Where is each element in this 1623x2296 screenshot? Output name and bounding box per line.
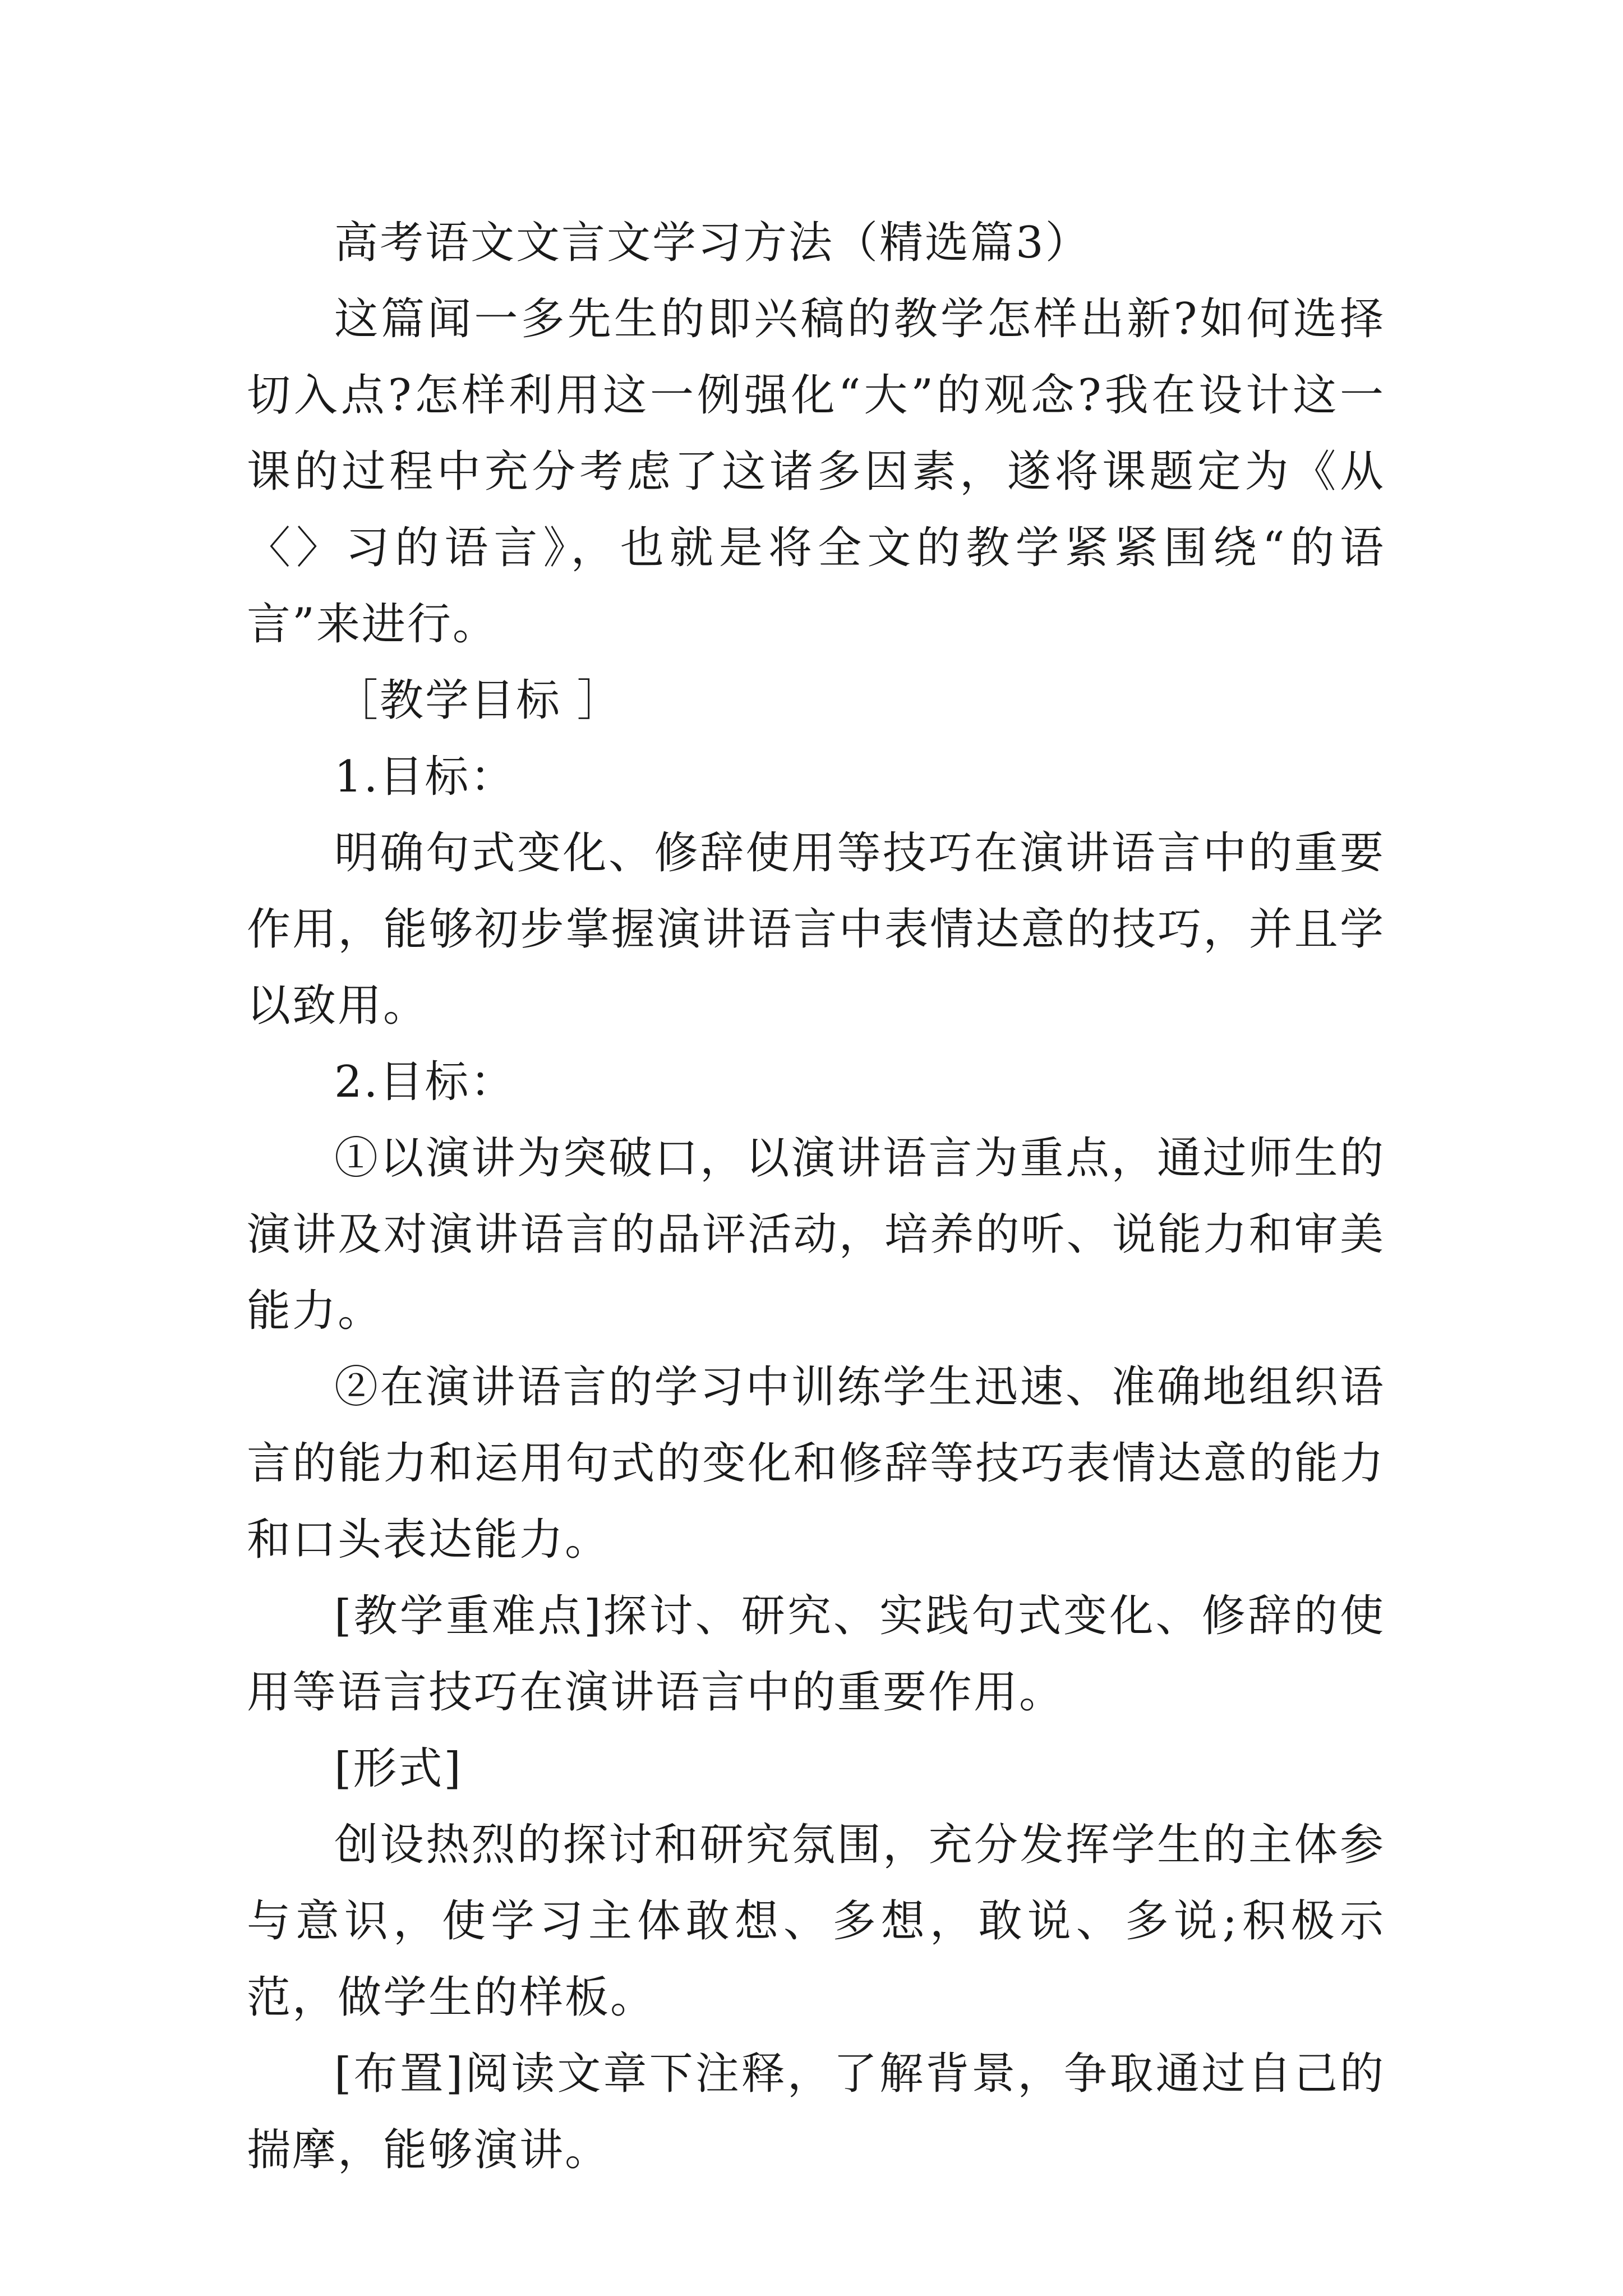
goal-2-item-1: ①以演讲为突破口，以演讲语言为重点，通过师生的演讲及对演讲语言的品评活动，培养的听、说能力和审美能力。 bbox=[247, 1133, 1385, 1336]
paragraph-key-difficulties: [教学重难点]探讨、研究、实践句式变化、修辞的使用等语言技巧在演讲语言中的重要作用。 bbox=[247, 1591, 1385, 1718]
paragraph-assignment: [布置]阅读文章下注释，了解背景，争取通过自己的揣摩，能够演讲。 bbox=[247, 2049, 1385, 2175]
goal-2-label: 2.目标： bbox=[334, 1057, 516, 1107]
goal-1-label: 1.目标： bbox=[334, 752, 516, 802]
paragraph-form: 创设热烈的探讨和研究氛围，充分发挥学生的主体参与意识，使学习主体敢想、多想，敢说、多说;积极示范，做学生的样板。 bbox=[247, 1820, 1385, 2023]
document-body bbox=[247, 205, 1385, 2188]
goal-1-text: 明确句式变化、修辞使用等技巧在演讲语言中的重要作用，能够初步掌握演讲语言中表情达意的技巧，并且学以致用。 bbox=[247, 828, 1385, 1031]
heading-form: [形式] bbox=[334, 1743, 463, 1794]
goal-2-item-2: ②在演讲语言的学习中训练学生迅速、准确地组织语言的能力和运用句式的变化和修辞等技巧表情达意的能力和口头表达能力。 bbox=[247, 1362, 1385, 1565]
document-title: 高考语文文言文学习方法（精选篇3） bbox=[334, 218, 1091, 268]
paragraph-intro: 这篇闻一多先生的即兴稿的教学怎样出新?如何选择切入点?怎样利用这一例强化“大”的观念?我在设计这一课的过程中充分考虑了这诸多因素，遂将课题定为《从〈〉习的语言》，也就是将全文的教学紧紧围绕“的语言”来进行。 bbox=[247, 294, 1385, 650]
heading-teaching-goals: ［教学目标 ］ bbox=[334, 675, 623, 726]
